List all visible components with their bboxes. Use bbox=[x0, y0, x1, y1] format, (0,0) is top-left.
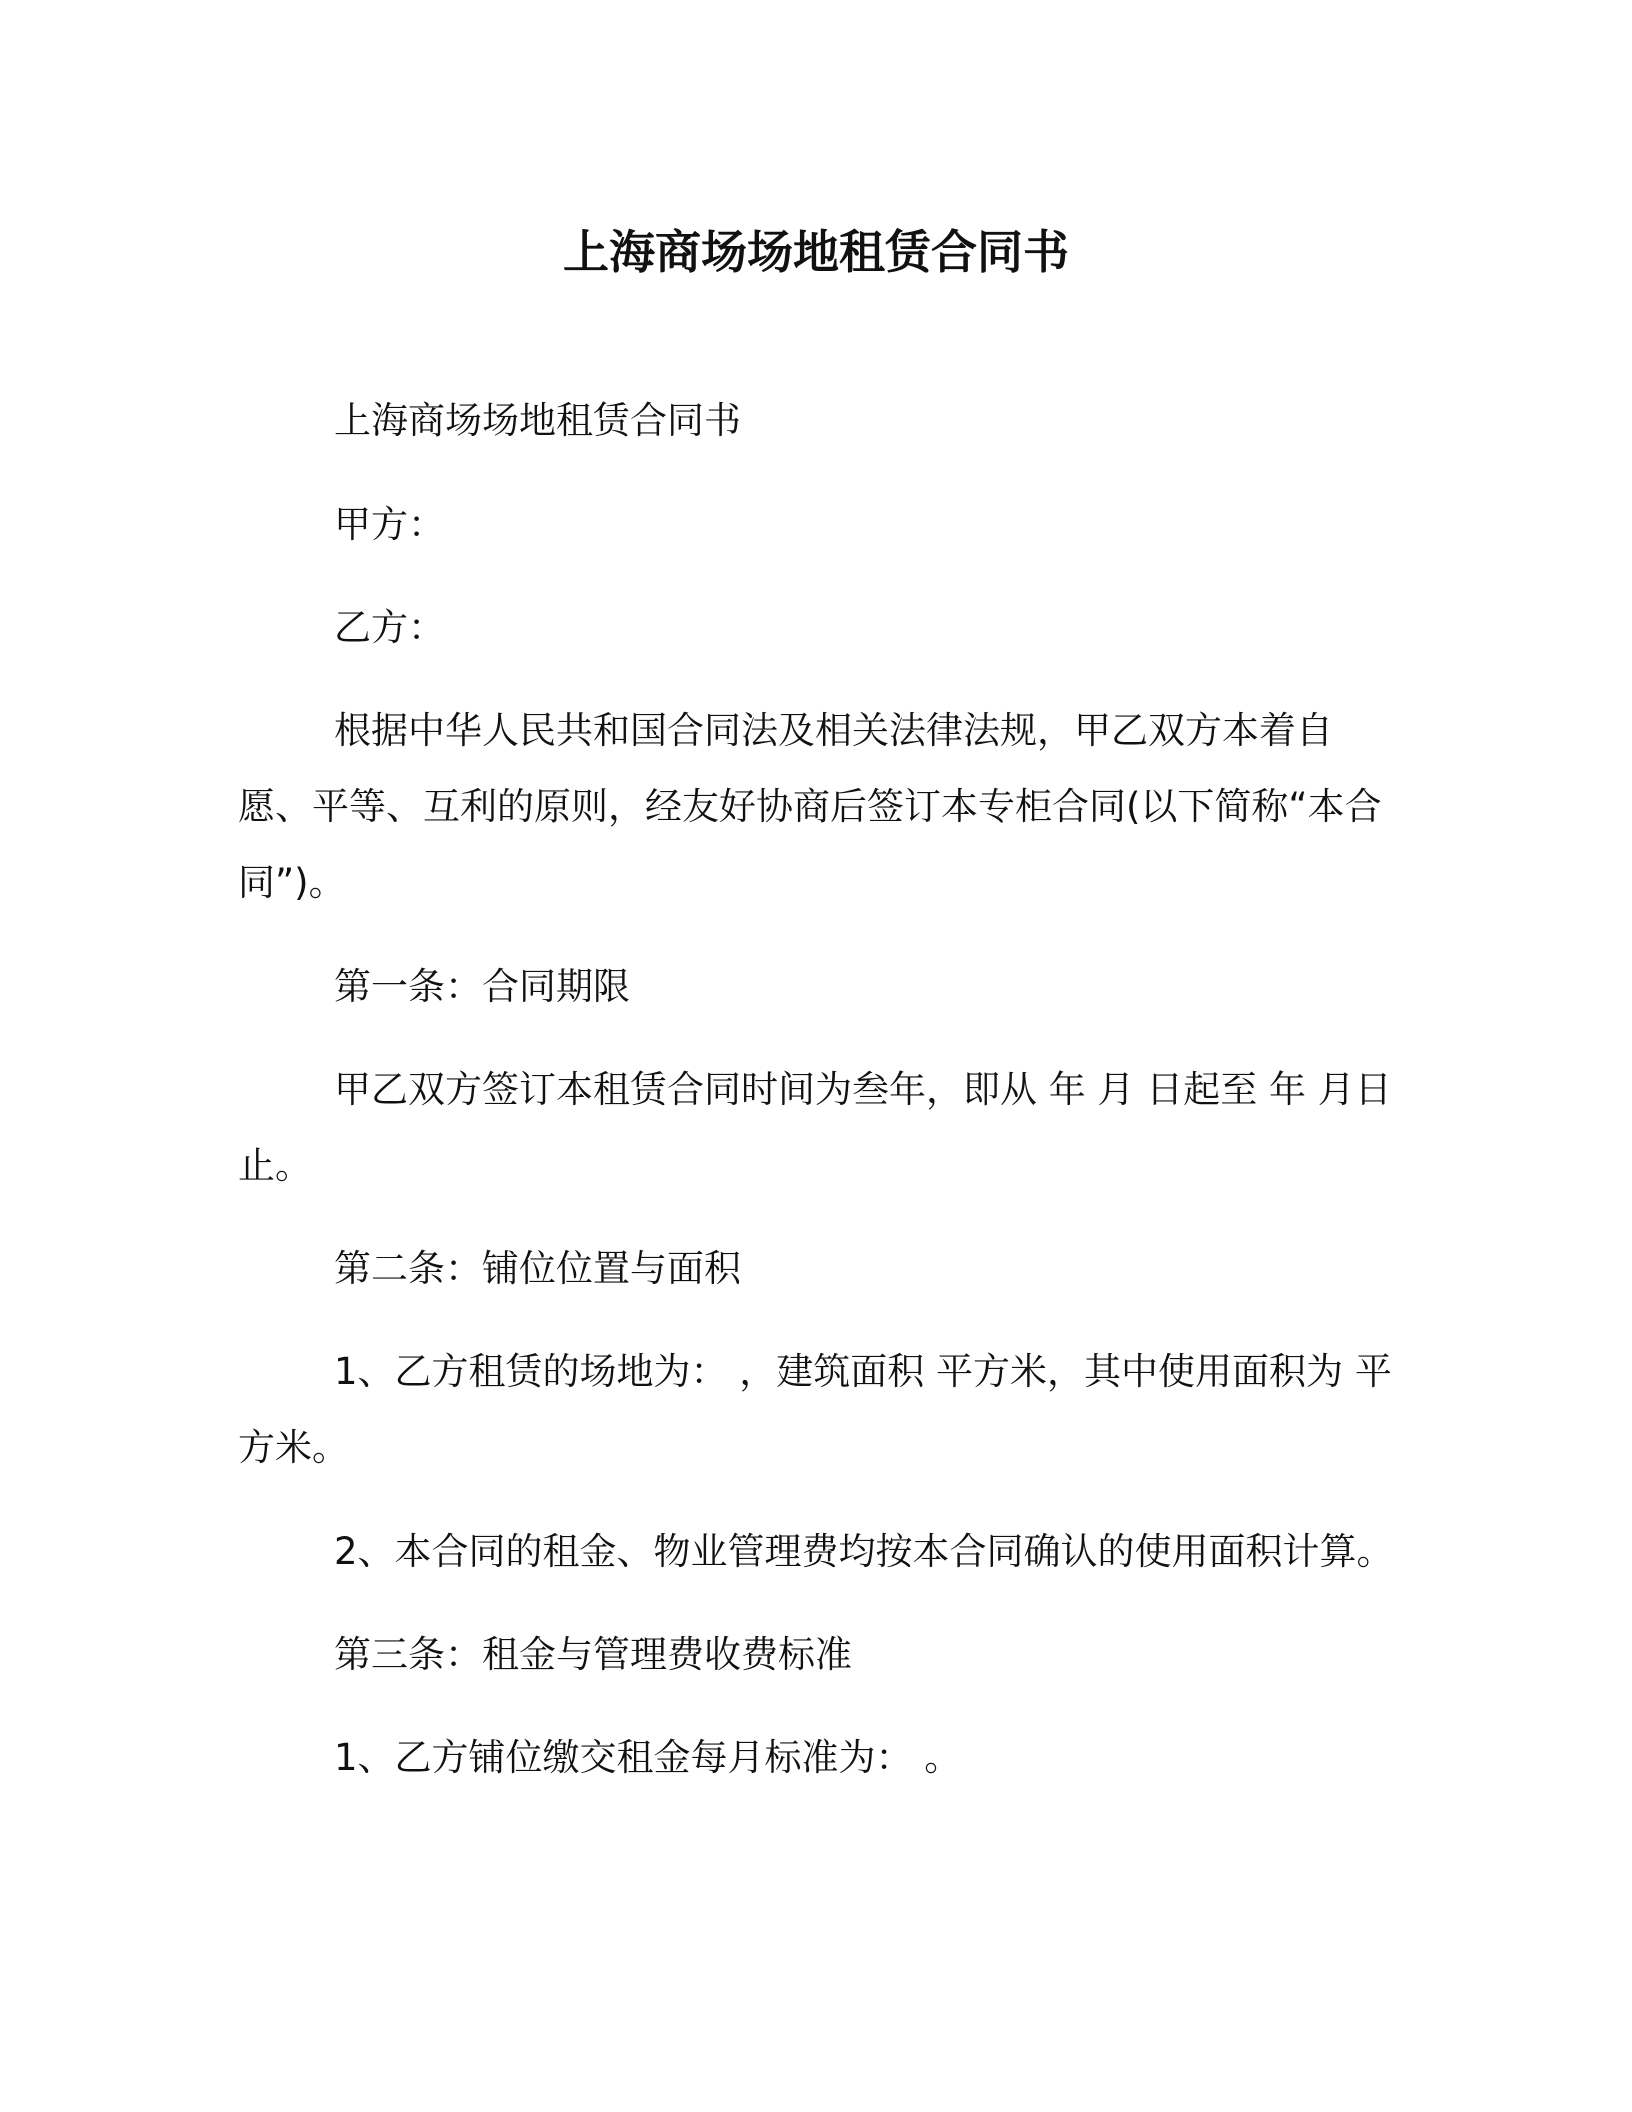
preamble-paragraph: 根据中华人民共和国合同法及相关法律法规，甲乙双方本着自愿、平等、互利的原则，经友好协商后签订本专柜合同(以下简称“本合同”)。 bbox=[238, 709, 1382, 904]
party-b-line: 乙方： bbox=[334, 606, 445, 649]
subtitle-paragraph: 上海商场场地租赁合同书 bbox=[334, 399, 741, 442]
article-3-clause-1: 1、乙方铺位缴交租金每月标准为： 。 bbox=[334, 1736, 962, 1779]
party-a-line: 甲方： bbox=[334, 503, 445, 546]
article-1-heading: 第一条：合同期限 bbox=[334, 965, 630, 1008]
article-2-heading: 第二条：铺位位置与面积 bbox=[334, 1247, 741, 1290]
document-title: 上海商场场地租赁合同书 bbox=[563, 225, 1069, 279]
article-2-clause-1: 1、乙方租赁的场地为： ，建筑面积 平方米，其中使用面积为 平方米。 bbox=[238, 1350, 1392, 1469]
article-3-heading: 第三条：租金与管理费收费标准 bbox=[334, 1633, 852, 1676]
article-1-term: 甲乙双方签订本租赁合同时间为叁年，即从 年 月 日起至 年 月日止。 bbox=[238, 1068, 1392, 1187]
article-2-clause-2: 2、本合同的租金、物业管理费均按本合同确认的使用面积计算。 bbox=[334, 1530, 1394, 1573]
